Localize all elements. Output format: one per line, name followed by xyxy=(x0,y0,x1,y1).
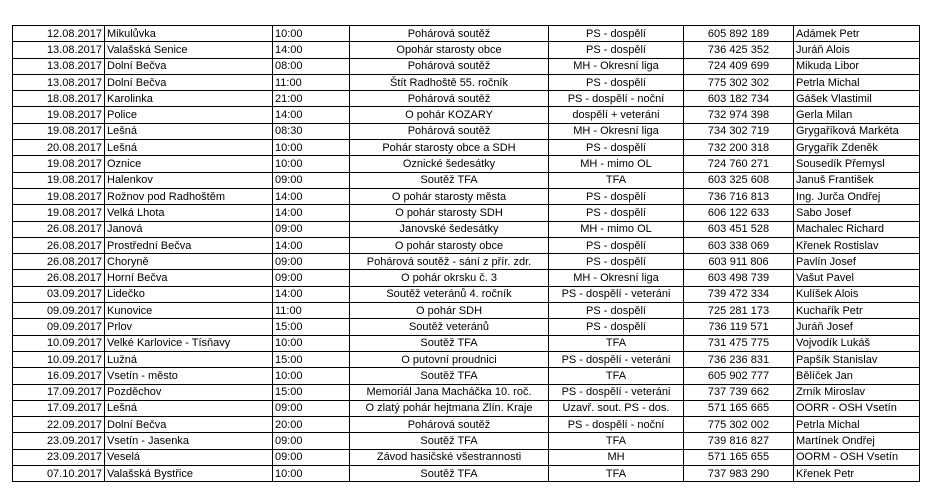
competition-cell: Pohárová soutěž xyxy=(350,26,549,42)
contact-cell: Vojvodík Lukáš xyxy=(794,335,920,351)
phone-cell: 603 182 734 xyxy=(684,91,794,107)
date-cell: 19.08.2017 xyxy=(13,107,105,123)
contact-cell: Juráň Alois xyxy=(794,42,920,58)
date-cell: 09.09.2017 xyxy=(13,319,105,335)
time-cell: 14:00 xyxy=(273,205,350,221)
contact-cell: OORM - OSH Vsetín xyxy=(794,449,920,465)
date-cell: 26.08.2017 xyxy=(13,270,105,286)
competition-cell: O putovní proudnici xyxy=(350,351,549,367)
contact-cell: Vašut Pavel xyxy=(794,270,920,286)
place-cell: Horní Bečva xyxy=(105,270,273,286)
place-cell: Vsetín - Jasenka xyxy=(105,433,273,449)
place-cell: Dolní Bečva xyxy=(105,58,273,74)
category-cell: TFA xyxy=(549,433,684,449)
phone-cell: 736 716 813 xyxy=(684,188,794,204)
table-row xyxy=(13,188,920,204)
place-cell: Choryně xyxy=(105,254,273,270)
category-cell: PS - dospělí - noční xyxy=(549,417,684,433)
contact-cell: Machalec Richard xyxy=(794,221,920,237)
category-cell: PS - dospělí xyxy=(549,319,684,335)
place-cell: Rožnov pod Radhoštěm xyxy=(105,188,273,204)
competition-cell: Pohárová soutěž xyxy=(350,58,549,74)
place-cell: Vsetín - město xyxy=(105,368,273,384)
category-cell: PS - dospělí xyxy=(549,42,684,58)
phone-cell: 571 165 655 xyxy=(684,449,794,465)
date-cell: 03.09.2017 xyxy=(13,286,105,302)
competition-cell: O pohár starosty města xyxy=(350,188,549,204)
contact-cell: Martínek Ondřej xyxy=(794,433,920,449)
time-cell: 09:00 xyxy=(273,449,350,465)
place-cell: Valašská Bystřice xyxy=(105,466,273,482)
place-cell: Lešná xyxy=(105,123,273,139)
phone-cell: 736 236 831 xyxy=(684,351,794,367)
time-cell: 10:00 xyxy=(273,26,350,42)
date-cell: 16.09.2017 xyxy=(13,368,105,384)
competition-cell: Soutěž TFA xyxy=(350,466,549,482)
table-row xyxy=(13,107,920,123)
date-cell: 26.08.2017 xyxy=(13,254,105,270)
category-cell: PS - dospělí xyxy=(549,140,684,156)
table-row xyxy=(13,172,920,188)
time-cell: 11:00 xyxy=(273,74,350,90)
date-cell: 13.08.2017 xyxy=(13,58,105,74)
place-cell: Velká Lhota xyxy=(105,205,273,221)
phone-cell: 603 498 739 xyxy=(684,270,794,286)
date-cell: 17.09.2017 xyxy=(13,384,105,400)
contact-cell: Januš František xyxy=(794,172,920,188)
phone-cell: 603 338 069 xyxy=(684,237,794,253)
competition-cell: O pohár okrsku č. 3 xyxy=(350,270,549,286)
contact-cell: Zrník Miroslav xyxy=(794,384,920,400)
place-cell: Mikulůvka xyxy=(105,26,273,42)
table-row xyxy=(13,286,920,302)
contact-cell: Petrla Michal xyxy=(794,417,920,433)
competition-cell: Soutěž TFA xyxy=(350,172,549,188)
table-row xyxy=(13,400,920,416)
competition-cell: O pohár SDH xyxy=(350,303,549,319)
category-cell: PS - dospělí - noční xyxy=(549,91,684,107)
date-cell: 19.08.2017 xyxy=(13,188,105,204)
phone-cell: 732 974 398 xyxy=(684,107,794,123)
competition-cell: Závod hasičské všestrannosti xyxy=(350,449,549,465)
competition-cell: Soutěž TFA xyxy=(350,335,549,351)
table-row xyxy=(13,123,920,139)
phone-cell: 603 451 528 xyxy=(684,221,794,237)
table-row xyxy=(13,254,920,270)
competition-cell: Soutěž TFA xyxy=(350,433,549,449)
date-cell: 26.08.2017 xyxy=(13,221,105,237)
phone-cell: 736 425 352 xyxy=(684,42,794,58)
competition-cell: Pohár starosty obce a SDH xyxy=(350,140,549,156)
table-row xyxy=(13,303,920,319)
category-cell: Uzavř. sout. PS - dos. xyxy=(549,400,684,416)
phone-cell: 775 302 002 xyxy=(684,417,794,433)
category-cell: PS - dospělí xyxy=(549,188,684,204)
contact-cell: Grygařík Zdeněk xyxy=(794,140,920,156)
contact-cell: Pavlín Josef xyxy=(794,254,920,270)
contact-cell: Ing. Jurča Ondřej xyxy=(794,188,920,204)
contact-cell: Adámek Petr xyxy=(794,26,920,42)
date-cell: 23.09.2017 xyxy=(13,449,105,465)
table-row xyxy=(13,140,920,156)
table-row xyxy=(13,417,920,433)
phone-cell: 739 472 334 xyxy=(684,286,794,302)
table-row xyxy=(13,319,920,335)
table-row xyxy=(13,270,920,286)
phone-cell: 775 302 302 xyxy=(684,74,794,90)
category-cell: MH - Okresní liga xyxy=(549,123,684,139)
time-cell: 09:00 xyxy=(273,254,350,270)
table-row xyxy=(13,433,920,449)
time-cell: 08:00 xyxy=(273,58,350,74)
category-cell: PS - dospělí xyxy=(549,303,684,319)
table-row xyxy=(13,91,920,107)
time-cell: 09:00 xyxy=(273,433,350,449)
date-cell: 07.10.2017 xyxy=(13,466,105,482)
contact-cell: Gášek Vlastimil xyxy=(794,91,920,107)
competition-cell: Soutěž veteránů xyxy=(350,319,549,335)
contact-cell: Gerla Milan xyxy=(794,107,920,123)
date-cell: 19.08.2017 xyxy=(13,156,105,172)
place-cell: Dolní Bečva xyxy=(105,417,273,433)
competition-cell: Pohárová soutěž - sání z přír. zdr. xyxy=(350,254,549,270)
phone-cell: 606 122 633 xyxy=(684,205,794,221)
phone-cell: 724 409 699 xyxy=(684,58,794,74)
date-cell: 12.08.2017 xyxy=(13,26,105,42)
category-cell: MH - Okresní liga xyxy=(549,58,684,74)
time-cell: 10:00 xyxy=(273,335,350,351)
category-cell: PS - dospělí - veteráni xyxy=(549,384,684,400)
date-cell: 19.08.2017 xyxy=(13,205,105,221)
competition-cell: O pohár KOZARY xyxy=(350,107,549,123)
time-cell: 09:00 xyxy=(273,400,350,416)
place-cell: Velké Karlovice - Tísňavy xyxy=(105,335,273,351)
table-row xyxy=(13,335,920,351)
time-cell: 09:00 xyxy=(273,221,350,237)
contact-cell: Křenek Rostislav xyxy=(794,237,920,253)
time-cell: 10:00 xyxy=(273,466,350,482)
competition-cell: Opohár starosty obce xyxy=(350,42,549,58)
date-cell: 26.08.2017 xyxy=(13,237,105,253)
time-cell: 09:00 xyxy=(273,270,350,286)
table-row xyxy=(13,58,920,74)
place-cell: Lešná xyxy=(105,140,273,156)
time-cell: 15:00 xyxy=(273,351,350,367)
date-cell: 23.09.2017 xyxy=(13,433,105,449)
date-cell: 13.08.2017 xyxy=(13,74,105,90)
place-cell: Valašská Senice xyxy=(105,42,273,58)
place-cell: Pozděchov xyxy=(105,384,273,400)
table-row xyxy=(13,466,920,482)
place-cell: Prostřední Bečva xyxy=(105,237,273,253)
table-row xyxy=(13,26,920,42)
phone-cell: 605 892 189 xyxy=(684,26,794,42)
date-cell: 17.09.2017 xyxy=(13,400,105,416)
date-cell: 10.09.2017 xyxy=(13,351,105,367)
place-cell: Karolinka xyxy=(105,91,273,107)
contact-cell: Kuchařík Petr xyxy=(794,303,920,319)
contact-cell: Křenek Petr xyxy=(794,466,920,482)
time-cell: 15:00 xyxy=(273,384,350,400)
time-cell: 10:00 xyxy=(273,140,350,156)
category-cell: TFA xyxy=(549,172,684,188)
time-cell: 15:00 xyxy=(273,319,350,335)
phone-cell: 603 911 806 xyxy=(684,254,794,270)
time-cell: 10:00 xyxy=(273,156,350,172)
time-cell: 14:00 xyxy=(273,107,350,123)
competition-table xyxy=(12,25,920,482)
table-row xyxy=(13,221,920,237)
competition-cell: O zlatý pohár hejtmana Zlín. Kraje xyxy=(350,400,549,416)
place-cell: Police xyxy=(105,107,273,123)
competition-cell: Soutěž veteránů 4. ročník xyxy=(350,286,549,302)
category-cell: PS - dospělí xyxy=(549,205,684,221)
contact-cell: Sousedík Přemysl xyxy=(794,156,920,172)
time-cell: 08:30 xyxy=(273,123,350,139)
time-cell: 21:00 xyxy=(273,91,350,107)
table-row xyxy=(13,368,920,384)
phone-cell: 739 816 827 xyxy=(684,433,794,449)
phone-cell: 571 165 665 xyxy=(684,400,794,416)
place-cell: Janová xyxy=(105,221,273,237)
category-cell: MH - mimo OL xyxy=(549,221,684,237)
place-cell: Veselá xyxy=(105,449,273,465)
competition-cell: O pohár starosty SDH xyxy=(350,205,549,221)
table-body xyxy=(13,26,920,482)
contact-cell: Kulíšek Alois xyxy=(794,286,920,302)
table-row xyxy=(13,449,920,465)
time-cell: 14:00 xyxy=(273,286,350,302)
contact-cell: Juráň Josef xyxy=(794,319,920,335)
category-cell: PS - dospělí xyxy=(549,74,684,90)
table-row xyxy=(13,384,920,400)
competition-cell: O pohár starosty obce xyxy=(350,237,549,253)
table-row xyxy=(13,205,920,221)
category-cell: PS - dospělí - veteráni xyxy=(549,286,684,302)
phone-cell: 732 200 318 xyxy=(684,140,794,156)
contact-cell: Mikuda Libor xyxy=(794,58,920,74)
date-cell: 09.09.2017 xyxy=(13,303,105,319)
competition-cell: Oznické šedesátky xyxy=(350,156,549,172)
table-row xyxy=(13,237,920,253)
contact-cell: Sabo Josef xyxy=(794,205,920,221)
time-cell: 11:00 xyxy=(273,303,350,319)
date-cell: 20.08.2017 xyxy=(13,140,105,156)
category-cell: MH - Okresní liga xyxy=(549,270,684,286)
place-cell: Lidečko xyxy=(105,286,273,302)
phone-cell: 725 281 173 xyxy=(684,303,794,319)
category-cell: MH - mimo OL xyxy=(549,156,684,172)
competition-cell: Soutěž TFA xyxy=(350,368,549,384)
phone-cell: 724 760 271 xyxy=(684,156,794,172)
time-cell: 20:00 xyxy=(273,417,350,433)
category-cell: TFA xyxy=(549,368,684,384)
place-cell: Lužná xyxy=(105,351,273,367)
category-cell: TFA xyxy=(549,335,684,351)
date-cell: 18.08.2017 xyxy=(13,91,105,107)
competition-cell: Janovské šedesátky xyxy=(350,221,549,237)
category-cell: dospělí + veteráni xyxy=(549,107,684,123)
competition-cell: Pohárová soutěž xyxy=(350,91,549,107)
category-cell: PS - dospělí - veteráni xyxy=(549,351,684,367)
category-cell: TFA xyxy=(549,466,684,482)
phone-cell: 734 302 719 xyxy=(684,123,794,139)
contact-cell: OORR - OSH Vsetín xyxy=(794,400,920,416)
place-cell: Lešná xyxy=(105,400,273,416)
phone-cell: 737 739 662 xyxy=(684,384,794,400)
place-cell: Prlov xyxy=(105,319,273,335)
contact-cell: Bělíček Jan xyxy=(794,368,920,384)
category-cell: PS - dospělí xyxy=(549,26,684,42)
time-cell: 14:00 xyxy=(273,42,350,58)
place-cell: Dolní Bečva xyxy=(105,74,273,90)
place-cell: Oznice xyxy=(105,156,273,172)
phone-cell: 737 983 290 xyxy=(684,466,794,482)
date-cell: 19.08.2017 xyxy=(13,123,105,139)
phone-cell: 736 119 571 xyxy=(684,319,794,335)
contact-cell: Grygaříková Markéta xyxy=(794,123,920,139)
date-cell: 13.08.2017 xyxy=(13,42,105,58)
competition-cell: Štít Radhoště 55. ročník xyxy=(350,74,549,90)
time-cell: 09:00 xyxy=(273,172,350,188)
time-cell: 14:00 xyxy=(273,237,350,253)
table-row xyxy=(13,156,920,172)
contact-cell: Petrla Michal xyxy=(794,74,920,90)
time-cell: 10:00 xyxy=(273,368,350,384)
date-cell: 22.09.2017 xyxy=(13,417,105,433)
competition-cell: Pohárová soutěž xyxy=(350,123,549,139)
category-cell: PS - dospělí xyxy=(549,254,684,270)
phone-cell: 605 902 777 xyxy=(684,368,794,384)
date-cell: 19.08.2017 xyxy=(13,172,105,188)
phone-cell: 731 475 775 xyxy=(684,335,794,351)
place-cell: Halenkov xyxy=(105,172,273,188)
table-row xyxy=(13,42,920,58)
category-cell: PS - dospělí xyxy=(549,237,684,253)
competition-cell: Memoriál Jana Macháčka 10. roč. xyxy=(350,384,549,400)
table-row xyxy=(13,351,920,367)
table-row xyxy=(13,74,920,90)
date-cell: 10.09.2017 xyxy=(13,335,105,351)
competition-cell: Pohárová soutěž xyxy=(350,417,549,433)
category-cell: MH xyxy=(549,449,684,465)
contact-cell: Papšík Stanislav xyxy=(794,351,920,367)
time-cell: 14:00 xyxy=(273,188,350,204)
place-cell: Kunovice xyxy=(105,303,273,319)
phone-cell: 603 325 608 xyxy=(684,172,794,188)
